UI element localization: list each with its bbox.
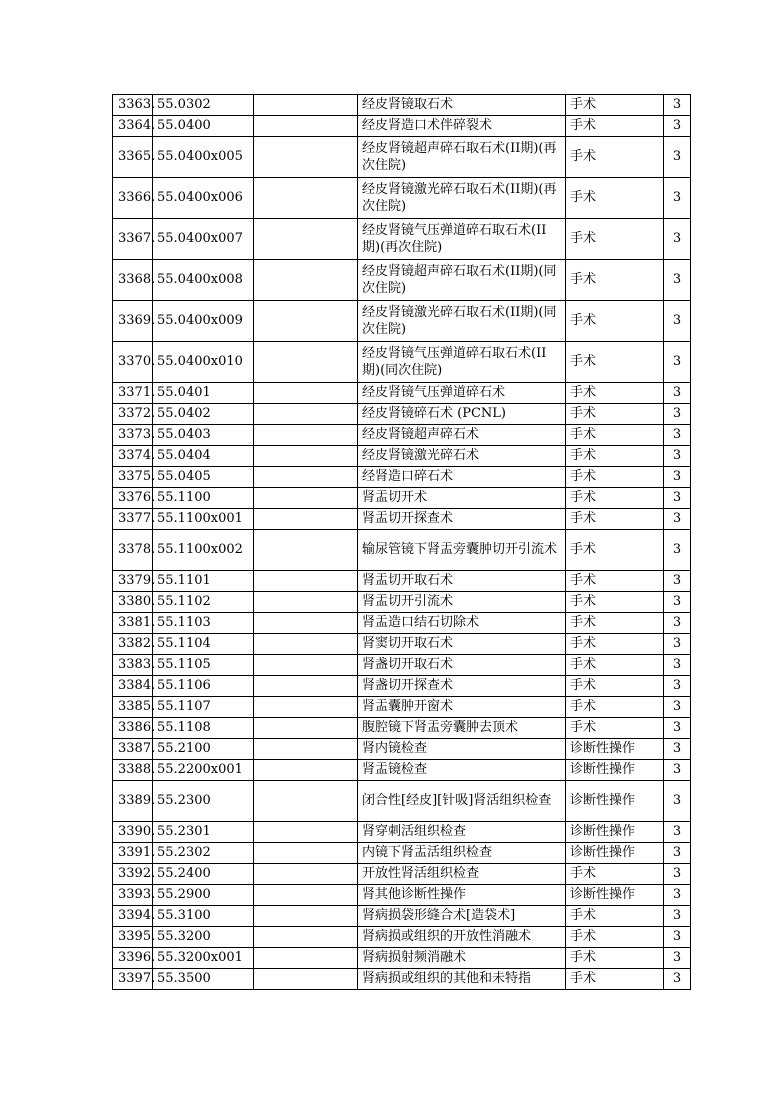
row-number: 3378. <box>113 530 153 571</box>
empty-cell <box>254 676 358 697</box>
grade-level: 3 <box>664 697 691 718</box>
row-number: 3366. <box>113 178 153 219</box>
procedure-name: 肾病损射频消融术 <box>358 948 566 969</box>
operation-type: 手术 <box>566 948 664 969</box>
procedure-code: 55.0405 <box>153 467 254 488</box>
table-row <box>113 843 691 864</box>
procedure-name: 输尿管镜下肾盂旁囊肿切开引流术 <box>358 530 566 571</box>
procedure-code: 55.2900 <box>153 885 254 906</box>
grade-level: 3 <box>664 404 691 425</box>
empty-cell <box>254 137 358 178</box>
procedure-name: 经皮肾镜激光碎石术 <box>358 446 566 467</box>
procedure-name: 腹腔镜下肾盂旁囊肿去顶术 <box>358 718 566 739</box>
row-number: 3388. <box>113 760 153 781</box>
table-row <box>113 885 691 906</box>
grade-level: 3 <box>664 822 691 843</box>
procedure-code: 55.1100 <box>153 488 254 509</box>
table-row <box>113 488 691 509</box>
empty-cell <box>254 655 358 676</box>
procedure-name: 经皮肾镜碎石术 (PCNL) <box>358 404 566 425</box>
procedure-name: 经肾造口碎石术 <box>358 467 566 488</box>
table-row <box>113 760 691 781</box>
table-row <box>113 613 691 634</box>
grade-level: 3 <box>664 676 691 697</box>
operation-type: 诊断性操作 <box>566 843 664 864</box>
table-row <box>113 404 691 425</box>
procedure-code: 55.3200x001 <box>153 948 254 969</box>
procedure-name: 肾盂切开探查术 <box>358 509 566 530</box>
procedure-name: 肾盏切开取石术 <box>358 655 566 676</box>
procedure-code: 55.0302 <box>153 95 254 116</box>
row-number: 3391. <box>113 843 153 864</box>
grade-level: 3 <box>664 383 691 404</box>
empty-cell <box>254 739 358 760</box>
row-number: 3390. <box>113 822 153 843</box>
empty-cell <box>254 781 358 822</box>
procedure-name: 经皮肾镜超声碎石取石术(II期)(再次住院) <box>358 137 566 178</box>
procedure-name: 肾盂镜检查 <box>358 760 566 781</box>
empty-cell <box>254 219 358 260</box>
grade-level: 3 <box>664 634 691 655</box>
empty-cell <box>254 425 358 446</box>
grade-level: 3 <box>664 425 691 446</box>
grade-level: 3 <box>664 178 691 219</box>
operation-type: 手术 <box>566 906 664 927</box>
procedure-code: 55.3100 <box>153 906 254 927</box>
procedure-name: 肾病损或组织的开放性消融术 <box>358 927 566 948</box>
empty-cell <box>254 948 358 969</box>
procedure-name: 肾盂切开取石术 <box>358 571 566 592</box>
row-number: 3393. <box>113 885 153 906</box>
operation-type: 手术 <box>566 301 664 342</box>
procedure-code: 55.1105 <box>153 655 254 676</box>
operation-type: 诊断性操作 <box>566 822 664 843</box>
table-row <box>113 676 691 697</box>
row-number: 3384. <box>113 676 153 697</box>
row-number: 3381. <box>113 613 153 634</box>
operation-type: 诊断性操作 <box>566 781 664 822</box>
procedure-code-table <box>112 94 691 990</box>
procedure-code: 55.0400x005 <box>153 137 254 178</box>
procedure-name: 经皮肾镜激光碎石取石术(II期)(同次住院) <box>358 301 566 342</box>
procedure-code: 55.1106 <box>153 676 254 697</box>
operation-type: 手术 <box>566 383 664 404</box>
grade-level: 3 <box>664 219 691 260</box>
row-number: 3395. <box>113 927 153 948</box>
table-row <box>113 948 691 969</box>
row-number: 3394. <box>113 906 153 927</box>
grade-level: 3 <box>664 885 691 906</box>
procedure-code: 55.0400 <box>153 116 254 137</box>
grade-level: 3 <box>664 739 691 760</box>
empty-cell <box>254 634 358 655</box>
procedure-code: 55.0403 <box>153 425 254 446</box>
procedure-code: 55.0400x007 <box>153 219 254 260</box>
procedure-name: 肾盂切开术 <box>358 488 566 509</box>
procedure-name: 内镜下肾盂活组织检查 <box>358 843 566 864</box>
operation-type: 手术 <box>566 864 664 885</box>
table-row <box>113 219 691 260</box>
procedure-code: 55.2100 <box>153 739 254 760</box>
table-body <box>113 95 691 990</box>
table-row <box>113 509 691 530</box>
procedure-name: 肾穿刺活组织检查 <box>358 822 566 843</box>
empty-cell <box>254 530 358 571</box>
operation-type: 手术 <box>566 969 664 990</box>
operation-type: 手术 <box>566 927 664 948</box>
operation-type: 手术 <box>566 137 664 178</box>
empty-cell <box>254 885 358 906</box>
operation-type: 手术 <box>566 404 664 425</box>
procedure-code: 55.2400 <box>153 864 254 885</box>
row-number: 3367. <box>113 219 153 260</box>
operation-type: 手术 <box>566 260 664 301</box>
operation-type: 手术 <box>566 655 664 676</box>
table-row <box>113 697 691 718</box>
row-number: 3389. <box>113 781 153 822</box>
grade-level: 3 <box>664 843 691 864</box>
empty-cell <box>254 383 358 404</box>
procedure-code: 55.2302 <box>153 843 254 864</box>
empty-cell <box>254 843 358 864</box>
empty-cell <box>254 822 358 843</box>
grade-level: 3 <box>664 301 691 342</box>
procedure-name: 肾内镜检查 <box>358 739 566 760</box>
empty-cell <box>254 592 358 613</box>
grade-level: 3 <box>664 948 691 969</box>
operation-type: 手术 <box>566 342 664 383</box>
empty-cell <box>254 697 358 718</box>
empty-cell <box>254 613 358 634</box>
row-number: 3396. <box>113 948 153 969</box>
grade-level: 3 <box>664 613 691 634</box>
empty-cell <box>254 571 358 592</box>
procedure-code: 55.2301 <box>153 822 254 843</box>
table-row <box>113 969 691 990</box>
empty-cell <box>254 927 358 948</box>
operation-type: 手术 <box>566 676 664 697</box>
operation-type: 手术 <box>566 425 664 446</box>
operation-type: 手术 <box>566 571 664 592</box>
procedure-name: 肾盂切开引流术 <box>358 592 566 613</box>
procedure-code: 55.0400x006 <box>153 178 254 219</box>
empty-cell <box>254 969 358 990</box>
operation-type: 手术 <box>566 95 664 116</box>
procedure-name: 开放性肾活组织检查 <box>358 864 566 885</box>
operation-type: 手术 <box>566 509 664 530</box>
row-number: 3371. <box>113 383 153 404</box>
procedure-name: 经皮肾镜超声碎石术 <box>358 425 566 446</box>
table-row <box>113 655 691 676</box>
grade-level: 3 <box>664 969 691 990</box>
procedure-code: 55.1104 <box>153 634 254 655</box>
table-row <box>113 781 691 822</box>
procedure-code: 55.2200x001 <box>153 760 254 781</box>
procedure-code: 55.3500 <box>153 969 254 990</box>
empty-cell <box>254 906 358 927</box>
procedure-name: 肾盂造口结石切除术 <box>358 613 566 634</box>
grade-level: 3 <box>664 137 691 178</box>
procedure-code: 55.1101 <box>153 571 254 592</box>
row-number: 3364. <box>113 116 153 137</box>
procedure-name: 经皮肾镜激光碎石取石术(II期)(再次住院) <box>358 178 566 219</box>
procedure-name: 经皮肾镜超声碎石取石术(II期)(同次住院) <box>358 260 566 301</box>
operation-type: 诊断性操作 <box>566 885 664 906</box>
row-number: 3365. <box>113 137 153 178</box>
table-row <box>113 178 691 219</box>
table-row <box>113 425 691 446</box>
row-number: 3387. <box>113 739 153 760</box>
row-number: 3383. <box>113 655 153 676</box>
row-number: 3392. <box>113 864 153 885</box>
procedure-code: 55.0400x009 <box>153 301 254 342</box>
grade-level: 3 <box>664 592 691 613</box>
grade-level: 3 <box>664 906 691 927</box>
procedure-code: 55.2300 <box>153 781 254 822</box>
procedure-code: 55.1100x001 <box>153 509 254 530</box>
row-number: 3369. <box>113 301 153 342</box>
procedure-name: 经皮肾镜气压弹道碎石取石术(II期)(再次住院) <box>358 219 566 260</box>
operation-type: 手术 <box>566 530 664 571</box>
operation-type: 手术 <box>566 446 664 467</box>
table-row <box>113 927 691 948</box>
procedure-name: 经皮肾造口术伴碎裂术 <box>358 116 566 137</box>
procedure-code: 55.3200 <box>153 927 254 948</box>
operation-type: 手术 <box>566 178 664 219</box>
table-row <box>113 530 691 571</box>
operation-type: 手术 <box>566 488 664 509</box>
grade-level: 3 <box>664 446 691 467</box>
row-number: 3374. <box>113 446 153 467</box>
grade-level: 3 <box>664 530 691 571</box>
operation-type: 手术 <box>566 718 664 739</box>
table-row <box>113 446 691 467</box>
operation-type: 手术 <box>566 467 664 488</box>
procedure-code: 55.0401 <box>153 383 254 404</box>
procedure-code: 55.1108 <box>153 718 254 739</box>
grade-level: 3 <box>664 864 691 885</box>
procedure-code: 55.1102 <box>153 592 254 613</box>
table-row <box>113 718 691 739</box>
grade-level: 3 <box>664 571 691 592</box>
procedure-name: 经皮肾镜气压弹道碎石取石术(II期)(同次住院) <box>358 342 566 383</box>
table-row <box>113 592 691 613</box>
row-number: 3397. <box>113 969 153 990</box>
grade-level: 3 <box>664 781 691 822</box>
table-row <box>113 467 691 488</box>
empty-cell <box>254 260 358 301</box>
table-row <box>113 739 691 760</box>
operation-type: 手术 <box>566 116 664 137</box>
grade-level: 3 <box>664 488 691 509</box>
grade-level: 3 <box>664 467 691 488</box>
procedure-name: 肾其他诊断性操作 <box>358 885 566 906</box>
row-number: 3375. <box>113 467 153 488</box>
empty-cell <box>254 178 358 219</box>
procedure-code: 55.1103 <box>153 613 254 634</box>
row-number: 3377. <box>113 509 153 530</box>
table-row <box>113 571 691 592</box>
procedure-name: 肾病损或组织的其他和未特指 <box>358 969 566 990</box>
grade-level: 3 <box>664 260 691 301</box>
empty-cell <box>254 95 358 116</box>
grade-level: 3 <box>664 342 691 383</box>
table-row <box>113 137 691 178</box>
operation-type: 诊断性操作 <box>566 760 664 781</box>
empty-cell <box>254 509 358 530</box>
row-number: 3385. <box>113 697 153 718</box>
procedure-name: 肾病损袋形缝合术[造袋术] <box>358 906 566 927</box>
row-number: 3380. <box>113 592 153 613</box>
procedure-code: 55.0404 <box>153 446 254 467</box>
grade-level: 3 <box>664 760 691 781</box>
empty-cell <box>254 760 358 781</box>
table-row <box>113 383 691 404</box>
operation-type: 诊断性操作 <box>566 739 664 760</box>
operation-type: 手术 <box>566 697 664 718</box>
empty-cell <box>254 467 358 488</box>
procedure-name: 闭合性[经皮][针吸]肾活组织检查 <box>358 781 566 822</box>
table-row <box>113 822 691 843</box>
grade-level: 3 <box>664 718 691 739</box>
table-row <box>113 342 691 383</box>
grade-level: 3 <box>664 95 691 116</box>
table-row <box>113 864 691 885</box>
table-row <box>113 95 691 116</box>
empty-cell <box>254 488 358 509</box>
table-row <box>113 634 691 655</box>
operation-type: 手术 <box>566 634 664 655</box>
operation-type: 手术 <box>566 613 664 634</box>
row-number: 3379. <box>113 571 153 592</box>
procedure-code: 55.1107 <box>153 697 254 718</box>
table-row <box>113 301 691 342</box>
procedure-name: 经皮肾镜气压弹道碎石术 <box>358 383 566 404</box>
empty-cell <box>254 342 358 383</box>
empty-cell <box>254 446 358 467</box>
procedure-name: 肾盏切开探查术 <box>358 676 566 697</box>
operation-type: 手术 <box>566 219 664 260</box>
grade-level: 3 <box>664 509 691 530</box>
empty-cell <box>254 864 358 885</box>
table-row <box>113 116 691 137</box>
row-number: 3373. <box>113 425 153 446</box>
procedure-code: 55.0400x010 <box>153 342 254 383</box>
table-row <box>113 906 691 927</box>
row-number: 3372. <box>113 404 153 425</box>
procedure-name: 经皮肾镜取石术 <box>358 95 566 116</box>
row-number: 3382. <box>113 634 153 655</box>
grade-level: 3 <box>664 116 691 137</box>
grade-level: 3 <box>664 655 691 676</box>
empty-cell <box>254 718 358 739</box>
procedure-name: 肾盂囊肿开窗术 <box>358 697 566 718</box>
row-number: 3376. <box>113 488 153 509</box>
empty-cell <box>254 404 358 425</box>
row-number: 3368. <box>113 260 153 301</box>
procedure-name: 肾窦切开取石术 <box>358 634 566 655</box>
empty-cell <box>254 301 358 342</box>
procedure-code: 55.1100x002 <box>153 530 254 571</box>
empty-cell <box>254 116 358 137</box>
row-number: 3363. <box>113 95 153 116</box>
table-row <box>113 260 691 301</box>
grade-level: 3 <box>664 927 691 948</box>
procedure-code: 55.0402 <box>153 404 254 425</box>
row-number: 3370. <box>113 342 153 383</box>
operation-type: 手术 <box>566 592 664 613</box>
procedure-code: 55.0400x008 <box>153 260 254 301</box>
row-number: 3386. <box>113 718 153 739</box>
